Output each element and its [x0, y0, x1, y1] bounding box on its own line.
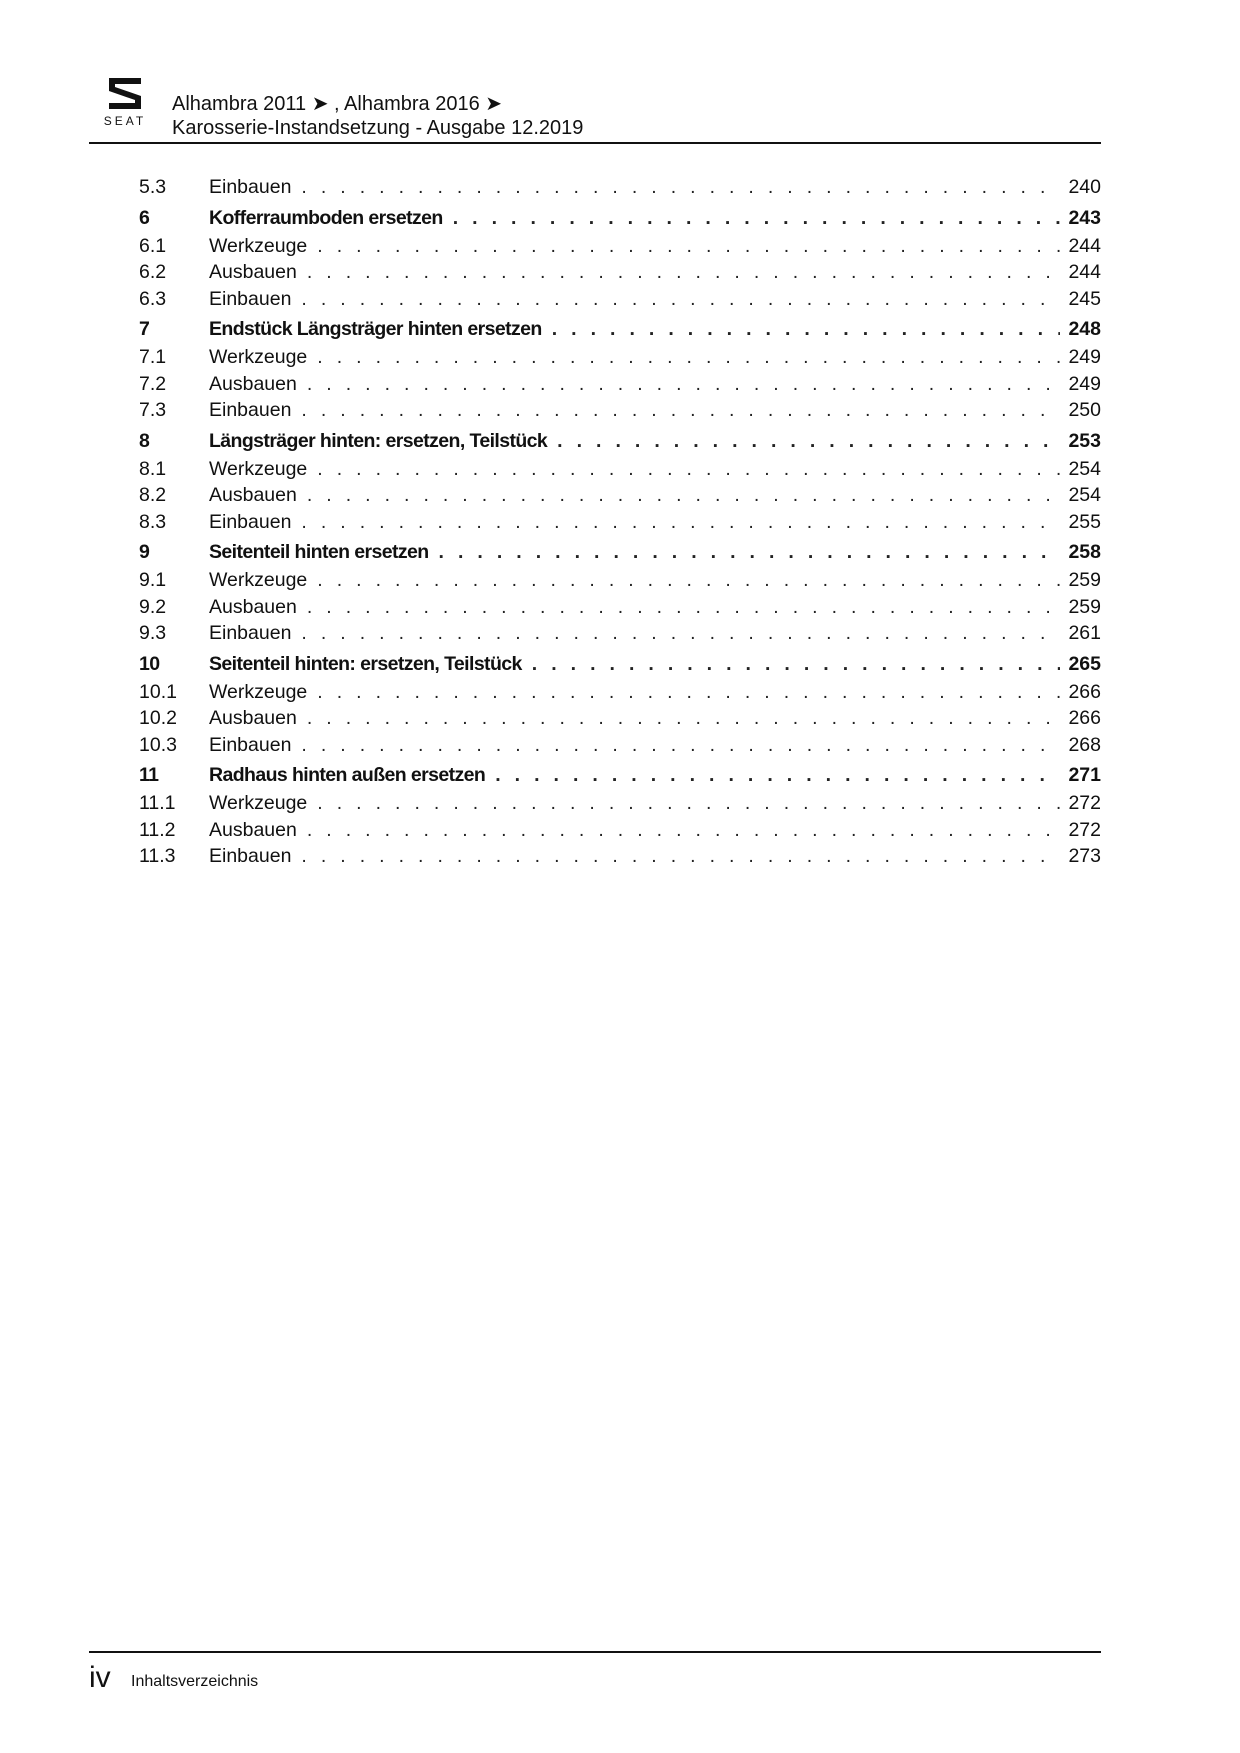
toc-entry-title: Ausbauen [209, 372, 297, 395]
toc-entry-title: Einbauen [209, 845, 292, 867]
toc-entry-row[interactable] [139, 792, 1101, 819]
toc-dot-leader [317, 681, 1060, 704]
toc-dot-leader [307, 261, 1061, 284]
toc-entry-title: Ausbauen [209, 707, 297, 729]
toc-entry-number: 11.2 [139, 818, 176, 841]
toc-entry-row[interactable] [139, 288, 1101, 315]
toc-entry-title: Radhaus hinten außen ersetzen [209, 764, 486, 786]
toc-entry-number: 10.2 [139, 707, 177, 729]
toc-entry-title: Ausbauen [209, 595, 297, 618]
toc-entry-page: 249 [1068, 372, 1101, 395]
toc-entry-page: 248 [1068, 318, 1101, 340]
toc-dot-leader [301, 288, 1060, 311]
footer-page-number: iv [89, 1661, 111, 1694]
toc-entry-row[interactable] [139, 484, 1101, 511]
toc-entry-number: 9.1 [139, 569, 167, 591]
footer-section-label: Inhaltsverzeichnis [131, 1673, 259, 1690]
page-header [89, 70, 1101, 144]
toc-entry-row[interactable] [139, 819, 1101, 846]
toc-dot-leader [532, 653, 1061, 676]
toc-entry-page: 258 [1068, 541, 1101, 563]
toc-entry-page: 254 [1068, 484, 1101, 506]
toc-dot-leader [301, 511, 1060, 534]
toc-dot-leader [307, 707, 1061, 730]
toc-entry-page: 249 [1068, 346, 1101, 368]
toc-entry-number: 6.3 [139, 287, 167, 310]
toc-entry-number: 10.1 [139, 680, 177, 703]
toc-entry-page: 253 [1068, 429, 1101, 452]
toc-dot-leader [317, 792, 1060, 815]
toc-entry-title: Längsträger hinten: ersetzen, Teilstück [209, 429, 548, 452]
toc-entry-page: 259 [1068, 569, 1101, 591]
toc-entry-page: 250 [1068, 399, 1101, 421]
toc-entry-number: 10 [139, 652, 160, 675]
toc-entry-title: Einbauen [209, 510, 292, 533]
toc-entry-title: Werkzeuge [209, 569, 308, 591]
table-of-contents [139, 176, 1101, 872]
toc-entry-page: 273 [1068, 845, 1101, 867]
toc-entry-title: Werkzeuge [209, 680, 308, 703]
toc-entry-title: Seitenteil hinten: ersetzen, Teilstück [209, 652, 522, 675]
toc-entry-row[interactable] [139, 511, 1101, 538]
toc-entry-page: 266 [1068, 680, 1101, 703]
toc-entry-row[interactable] [139, 373, 1101, 400]
toc-chapter-row[interactable] [139, 764, 1101, 792]
toc-entry-page: 255 [1068, 510, 1101, 533]
toc-entry-title: Einbauen [209, 176, 292, 198]
toc-chapter-row[interactable] [139, 318, 1101, 346]
toc-entry-number: 9.3 [139, 622, 167, 644]
toc-entry-number: 8 [139, 429, 150, 452]
toc-entry-row[interactable] [139, 681, 1101, 708]
toc-entry-title: Einbauen [209, 287, 292, 310]
toc-entry-number: 8.1 [139, 457, 167, 480]
toc-entry-row[interactable] [139, 346, 1101, 373]
toc-entry-number: 9.2 [139, 595, 167, 618]
toc-entry-number: 6 [139, 206, 150, 229]
toc-dot-leader [301, 176, 1060, 199]
toc-entry-page: 245 [1068, 287, 1101, 310]
toc-entry-row[interactable] [139, 596, 1101, 623]
toc-entry-page: 259 [1068, 595, 1101, 618]
toc-entry-title: Werkzeuge [209, 346, 308, 368]
toc-entry-title: Einbauen [209, 399, 292, 421]
toc-dot-leader [301, 622, 1060, 645]
logo-wordmark: SEAT [103, 114, 147, 128]
seat-logo [95, 76, 155, 130]
toc-entry-title: Seitenteil hinten ersetzen [209, 541, 429, 563]
toc-chapter-row[interactable] [139, 541, 1101, 569]
toc-entry-row[interactable] [139, 176, 1101, 203]
toc-entry-number: 6.1 [139, 234, 167, 257]
toc-dot-leader [307, 373, 1061, 396]
toc-entry-title: Ausbauen [209, 818, 297, 841]
toc-entry-row[interactable] [139, 569, 1101, 596]
toc-entry-number: 8.3 [139, 510, 167, 533]
toc-dot-leader [301, 399, 1060, 422]
toc-entry-title: Werkzeuge [209, 792, 308, 814]
toc-entry-row[interactable] [139, 261, 1101, 288]
toc-entry-title: Einbauen [209, 733, 292, 756]
page-footer [89, 1651, 1101, 1694]
toc-entry-number: 11.1 [139, 792, 176, 814]
toc-entry-title: Kofferraumboden ersetzen [209, 206, 443, 229]
toc-entry-page: 261 [1068, 622, 1101, 644]
toc-chapter-row[interactable] [139, 653, 1101, 681]
toc-entry-title: Werkzeuge [209, 234, 308, 257]
toc-entry-number: 7.2 [139, 372, 167, 395]
toc-entry-title: Ausbauen [209, 484, 297, 506]
toc-entry-number: 7.1 [139, 346, 167, 368]
toc-dot-leader [307, 596, 1061, 619]
toc-entry-number: 8.2 [139, 484, 167, 506]
toc-entry-page: 244 [1068, 234, 1101, 257]
toc-dot-leader [439, 541, 1061, 564]
toc-entry-page: 272 [1068, 818, 1101, 841]
toc-entry-page: 272 [1068, 792, 1101, 814]
toc-entry-page: 271 [1068, 764, 1101, 786]
toc-chapter-row[interactable] [139, 430, 1101, 458]
toc-dot-leader [495, 764, 1060, 787]
toc-dot-leader [301, 734, 1060, 757]
toc-entry-page: 244 [1068, 261, 1101, 283]
toc-entry-row[interactable] [139, 845, 1101, 872]
toc-dot-leader [552, 318, 1061, 341]
toc-dot-leader [307, 484, 1061, 507]
toc-entry-row[interactable] [139, 235, 1101, 262]
toc-entry-page: 254 [1068, 457, 1101, 480]
header-title: Alhambra 2011 ➤ , Alhambra 2016 ➤ [172, 93, 502, 115]
toc-dot-leader [317, 346, 1060, 369]
toc-chapter-row[interactable] [139, 207, 1101, 235]
seat-s-icon [95, 76, 155, 114]
toc-entry-number: 9 [139, 541, 150, 563]
toc-entry-title: Werkzeuge [209, 457, 308, 480]
toc-entry-row[interactable] [139, 458, 1101, 485]
toc-entry-row[interactable] [139, 399, 1101, 426]
toc-entry-page: 243 [1068, 206, 1101, 229]
toc-dot-leader [317, 569, 1060, 592]
toc-dot-leader [301, 845, 1060, 868]
toc-dot-leader [453, 207, 1061, 230]
toc-entry-title: Einbauen [209, 622, 292, 644]
toc-entry-page: 266 [1068, 707, 1101, 729]
toc-entry-number: 7.3 [139, 399, 167, 421]
toc-dot-leader [307, 819, 1061, 842]
toc-entry-row[interactable] [139, 734, 1101, 761]
header-subtitle: Karosserie-Instandsetzung - Ausgabe 12.2019 [172, 117, 584, 139]
toc-entry-number: 11.3 [139, 845, 176, 867]
toc-entry-title: Ausbauen [209, 261, 297, 283]
toc-entry-row[interactable] [139, 707, 1101, 734]
toc-dot-leader [557, 430, 1060, 453]
toc-entry-number: 5.3 [139, 176, 167, 198]
toc-dot-leader [317, 235, 1060, 258]
toc-entry-title: Endstück Längsträger hinten ersetzen [209, 318, 542, 340]
toc-entry-number: 7 [139, 318, 150, 340]
toc-entry-page: 240 [1068, 176, 1101, 198]
toc-entry-row[interactable] [139, 622, 1101, 649]
toc-entry-number: 6.2 [139, 261, 167, 283]
toc-entry-page: 265 [1068, 652, 1101, 675]
toc-entry-page: 268 [1068, 733, 1101, 756]
toc-entry-number: 10.3 [139, 733, 177, 756]
toc-entry-number: 11 [139, 764, 159, 786]
toc-dot-leader [317, 458, 1060, 481]
